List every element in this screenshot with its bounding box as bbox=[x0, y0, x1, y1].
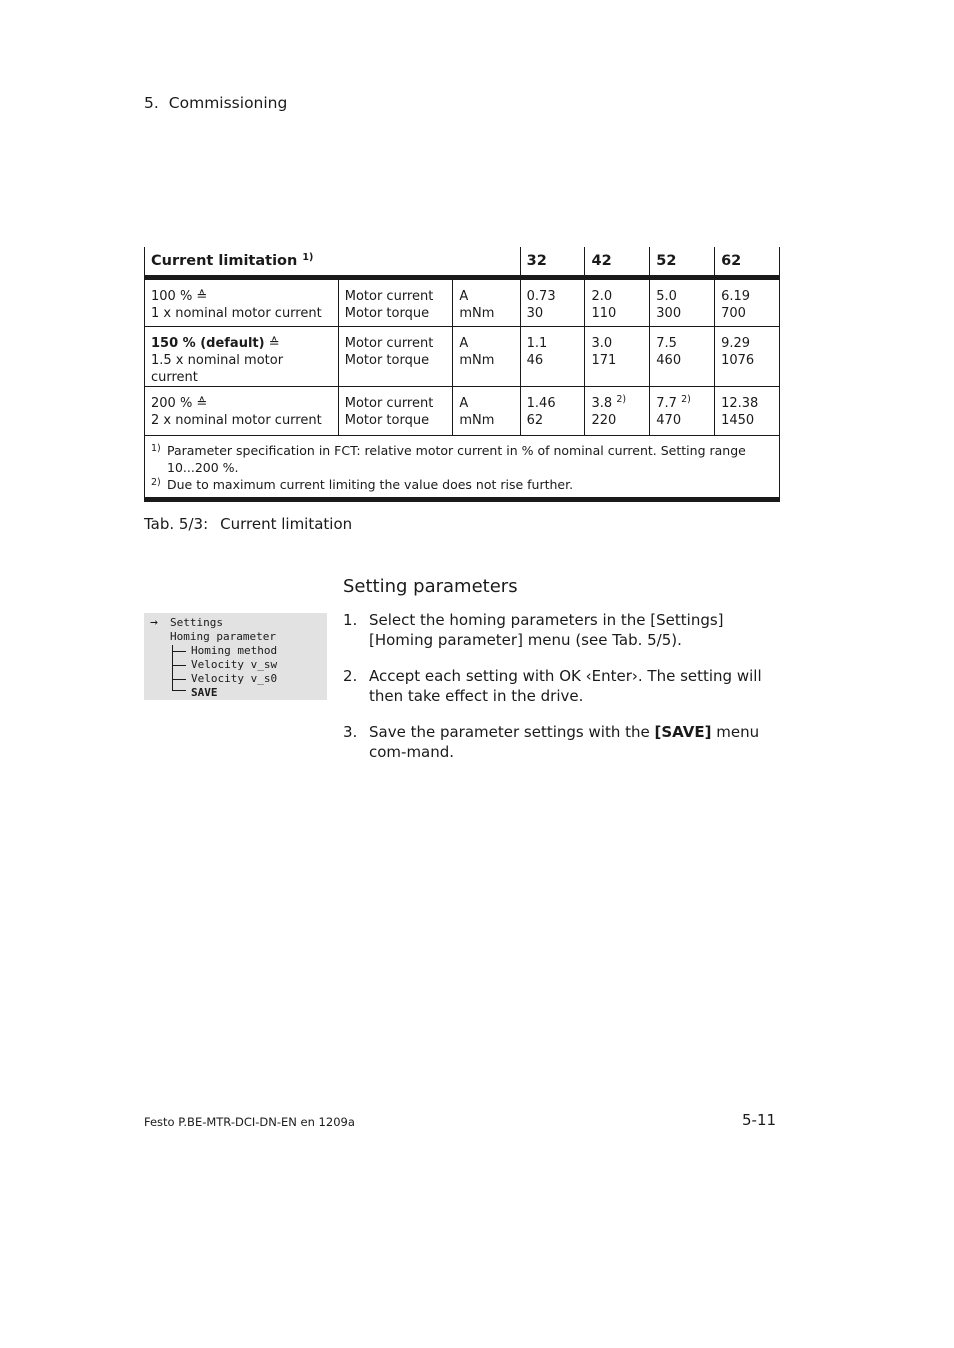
step-text bbox=[369, 722, 783, 762]
value-cell bbox=[650, 278, 715, 327]
step-number: 2. bbox=[343, 667, 358, 685]
percent-suffix: ≙ bbox=[264, 336, 280, 351]
footnote-mark: 2) bbox=[616, 394, 627, 405]
step-number: 3. bbox=[343, 723, 358, 741]
value: 300 bbox=[656, 306, 682, 321]
percent-label: 100 % ≙ bbox=[151, 289, 208, 304]
value: 2.0 bbox=[591, 289, 613, 304]
footnote bbox=[151, 442, 773, 476]
menu-item-homing-method: Homing method bbox=[191, 644, 278, 657]
value: 1450 bbox=[721, 413, 755, 428]
unit-label: A bbox=[459, 396, 469, 411]
unit-label: A bbox=[459, 289, 469, 304]
percent-cell bbox=[145, 387, 339, 436]
arrow-right-icon: → bbox=[150, 615, 158, 630]
quantity-label: Motor current bbox=[344, 289, 434, 304]
value: 110 bbox=[591, 306, 617, 321]
size-header: 42 bbox=[585, 247, 650, 278]
current-limitation-table bbox=[144, 247, 780, 502]
size-header: 62 bbox=[715, 247, 780, 278]
header-blank bbox=[453, 247, 520, 278]
quantity-label: Motor torque bbox=[344, 306, 430, 321]
footnote-text: Due to maximum current limiting the value does not rise further. bbox=[167, 477, 574, 492]
value: 0.73 bbox=[526, 289, 556, 304]
steps-list bbox=[343, 610, 783, 778]
quantity-cell bbox=[338, 278, 453, 327]
unit-label: mNm bbox=[459, 413, 495, 428]
percent-label: 200 % ≙ bbox=[151, 396, 208, 411]
table-row bbox=[145, 327, 780, 387]
section-header bbox=[144, 94, 287, 112]
quantity-label: Motor torque bbox=[344, 353, 430, 368]
percent-description: 1.5 x nominal motor current bbox=[151, 353, 284, 385]
step-item bbox=[343, 610, 783, 650]
value: 171 bbox=[591, 353, 617, 368]
menu-item-velocity-v-s0: Velocity v_s0 bbox=[191, 672, 278, 685]
header-blank bbox=[338, 247, 453, 278]
value: 6.19 bbox=[721, 289, 751, 304]
value: 7.7 bbox=[656, 396, 677, 411]
unit-label: mNm bbox=[459, 353, 495, 368]
value-cell bbox=[650, 387, 715, 436]
percent-cell bbox=[145, 327, 339, 387]
unit-label: mNm bbox=[459, 306, 495, 321]
step-item bbox=[343, 722, 783, 762]
quantity-label: Motor torque bbox=[344, 413, 430, 428]
table-title: Current limitation bbox=[151, 252, 298, 269]
table-caption bbox=[144, 515, 352, 533]
menu-item-save: SAVE bbox=[191, 686, 218, 699]
step-text-post: menu com-mand. bbox=[369, 723, 760, 761]
footnote-mark: 1) bbox=[151, 443, 161, 454]
value-cell bbox=[520, 327, 585, 387]
quantity-cell bbox=[338, 387, 453, 436]
value: 7.5 bbox=[656, 336, 677, 351]
value-cell bbox=[520, 387, 585, 436]
value: 46 bbox=[526, 353, 544, 368]
table-row bbox=[145, 278, 780, 327]
value: 1.46 bbox=[526, 396, 556, 411]
quantity-cell bbox=[338, 327, 453, 387]
table-header-row bbox=[145, 247, 780, 278]
footnote bbox=[151, 476, 773, 493]
value: 220 bbox=[591, 413, 617, 428]
percent-description: 1 x nominal motor current bbox=[151, 306, 322, 321]
value: 1.1 bbox=[526, 336, 548, 351]
value: 3.8 bbox=[591, 396, 613, 411]
size-header: 32 bbox=[520, 247, 585, 278]
percent-label: 150 % (default) bbox=[151, 336, 265, 351]
value: 9.29 bbox=[721, 336, 751, 351]
section-number: 5. bbox=[144, 94, 159, 112]
caption-label: Tab. 5/3: bbox=[144, 515, 209, 533]
value: 470 bbox=[656, 413, 682, 428]
value-cell bbox=[715, 327, 780, 387]
value-cell bbox=[715, 387, 780, 436]
section-title: Commissioning bbox=[168, 94, 288, 112]
size-header: 52 bbox=[650, 247, 715, 278]
value: 5.0 bbox=[656, 289, 677, 304]
step-text: Accept each setting with OK ‹Enter›. The setting will then take effect in the drive. bbox=[369, 667, 762, 705]
step-number: 1. bbox=[343, 611, 358, 629]
value-cell bbox=[650, 327, 715, 387]
menu-tree-branch bbox=[172, 679, 186, 680]
value-cell bbox=[585, 387, 650, 436]
table-title-footnote-mark: 1) bbox=[302, 251, 314, 263]
unit-cell bbox=[453, 327, 520, 387]
table-row bbox=[145, 387, 780, 436]
value-cell bbox=[585, 278, 650, 327]
footer-document-id: Festo P.BE-MTR-DCI-DN-EN en 1209a bbox=[144, 1115, 355, 1129]
step-text: Select the homing parameters in the [Settings][Homing parameter] menu (see Tab. 5/5). bbox=[369, 611, 724, 649]
menu-tree-branch bbox=[172, 651, 186, 652]
menu-tree-branch bbox=[172, 665, 186, 666]
footnote-text: Parameter specification in FCT: relative motor current in % of nominal current. Setting range 10...200 %. bbox=[167, 443, 746, 475]
unit-cell bbox=[453, 387, 520, 436]
page-number: 5-11 bbox=[742, 1111, 777, 1129]
percent-description: 2 x nominal motor current bbox=[151, 413, 322, 428]
value: 30 bbox=[526, 306, 544, 321]
quantity-label: Motor current bbox=[344, 396, 434, 411]
value: 1076 bbox=[721, 353, 755, 368]
value: 12.38 bbox=[721, 396, 759, 411]
caption-text: Current limitation bbox=[220, 515, 353, 533]
step-item bbox=[343, 666, 783, 706]
value: 700 bbox=[721, 306, 746, 321]
value: 62 bbox=[526, 413, 544, 428]
menu-item-velocity-v-sw: Velocity v_sw bbox=[191, 658, 278, 671]
unit-label: A bbox=[459, 336, 469, 351]
value-cell bbox=[715, 278, 780, 327]
menu-tree-branch bbox=[172, 690, 186, 691]
value-cell bbox=[520, 278, 585, 327]
step-text-pre: Save the parameter settings with the bbox=[369, 723, 655, 741]
value: 460 bbox=[656, 353, 682, 368]
unit-cell bbox=[453, 278, 520, 327]
footnotes-cell bbox=[145, 436, 780, 500]
value-cell bbox=[585, 327, 650, 387]
value: 3.0 bbox=[591, 336, 613, 351]
footnote-mark: 2) bbox=[151, 477, 161, 488]
quantity-label: Motor current bbox=[344, 336, 434, 351]
footnotes-row bbox=[145, 436, 780, 500]
table-title-cell bbox=[145, 247, 339, 278]
menu-item-homing-parameter: Homing parameter bbox=[170, 630, 276, 643]
save-command: [SAVE] bbox=[654, 723, 712, 741]
footnote-mark: 2) bbox=[681, 394, 691, 405]
menu-item-settings: Settings bbox=[170, 616, 223, 629]
setting-parameters-title: Setting parameters bbox=[343, 576, 518, 597]
percent-cell bbox=[145, 278, 339, 327]
